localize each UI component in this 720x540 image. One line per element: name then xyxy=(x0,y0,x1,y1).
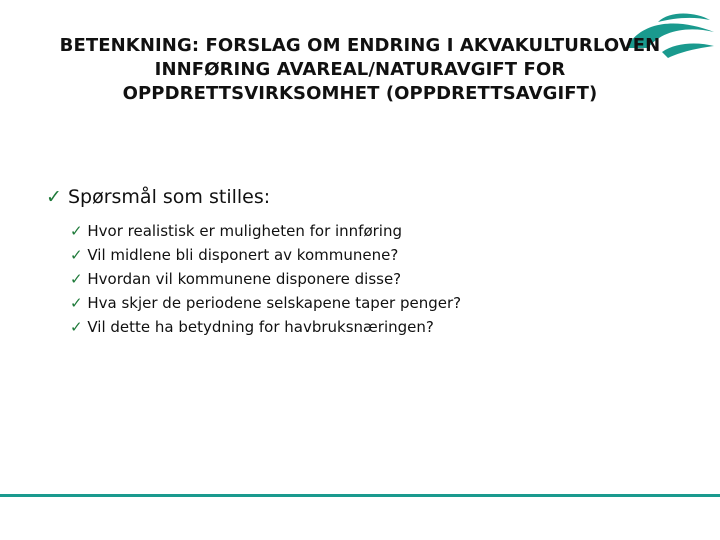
checkmark-icon: ✓ xyxy=(46,186,62,208)
question-list xyxy=(70,219,461,339)
title-line-1: BETENKNING: FORSLAG OM ENDRING I AKVAKULTURLOVEN xyxy=(59,35,661,56)
list-item: ✓ Hva skjer de periodene selskapene taper penger? xyxy=(70,294,462,312)
list-item: ✓ Hvor realistisk er muligheten for innføring xyxy=(70,222,403,240)
list-item: ✓ Vil midlene bli disponert av kommunene? xyxy=(70,246,399,264)
main-bullet xyxy=(46,186,270,208)
list-item: ✓ Hvordan vil kommunene disponere disse? xyxy=(70,270,402,288)
checkmark-icon: ✓ xyxy=(70,222,83,240)
checkmark-icon: ✓ xyxy=(70,270,83,288)
checkmark-icon: ✓ xyxy=(70,318,83,336)
checkmark-icon: ✓ xyxy=(70,246,83,264)
list-item: ✓ Vil dette ha betydning for havbruksnæringen? xyxy=(70,318,434,336)
checkmark-icon: ✓ xyxy=(70,294,83,312)
title-line-2: INNFØRING AVAREAL/NATURAVGIFT FOR xyxy=(154,59,566,80)
title-line-3: OPPDRETTSVIRKSOMHET (OPPDRETTSAVGIFT) xyxy=(122,83,598,104)
footer-divider xyxy=(0,494,720,497)
slide-title xyxy=(0,34,720,106)
main-bullet-text: Spørsmål som stilles: xyxy=(67,186,271,208)
